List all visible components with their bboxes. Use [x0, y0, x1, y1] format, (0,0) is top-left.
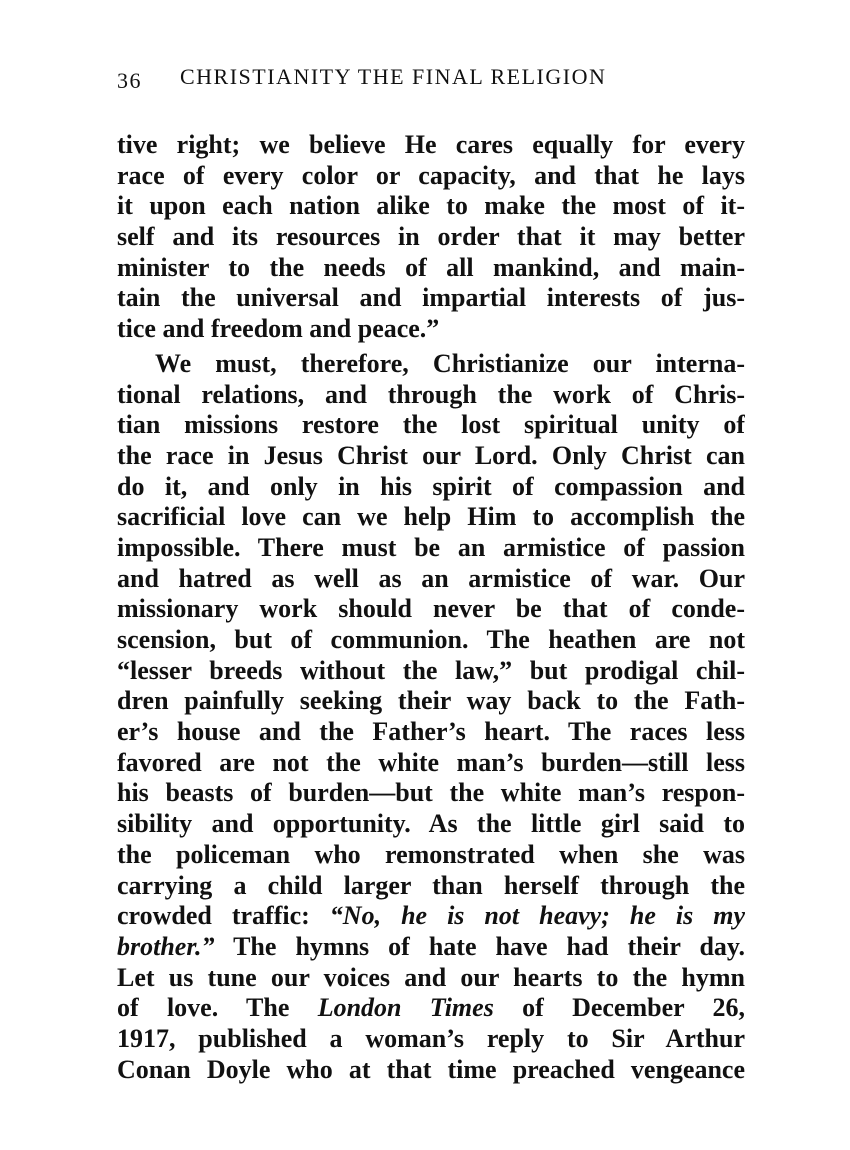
- text-line-brother: [117, 932, 745, 963]
- text-line: missionary work should never be that of conde-: [117, 594, 745, 624]
- text-line: self and its resources in order that it may better: [117, 222, 745, 252]
- text-line: tice and freedom and peace.”: [117, 314, 440, 344]
- text-run: of December 26,: [493, 993, 745, 1023]
- text-line: 1917, published a woman’s reply to Sir Arthur: [117, 1023, 745, 1053]
- text-line: the race in Jesus Christ our Lord. Only Christ can: [117, 440, 745, 470]
- text-line: the policeman who remonstrated when she was: [117, 839, 745, 869]
- text-line: tive right; we believe He cares equally for every: [117, 130, 745, 159]
- running-title: CHRISTIANITY THE FINAL RELIGION: [180, 64, 607, 89]
- text-line-times: [117, 993, 745, 1024]
- italic-newspaper-title: London Times: [317, 993, 494, 1023]
- text-line: do it, and only in his spirit of compassion and: [117, 471, 745, 501]
- italic-quote: “No, he is not heavy; he is my: [329, 901, 745, 931]
- text-line: race of every color or capacity, and that he lays: [117, 160, 745, 190]
- text-line: sibility and opportunity. As the little girl said to: [117, 809, 745, 839]
- text-line: “lesser breeds without the law,” but prodigal chil-: [117, 655, 745, 685]
- text-line: er’s house and the Father’s heart. The races less: [117, 717, 745, 747]
- page-number: 36: [117, 68, 142, 93]
- text-line: and hatred as well as an armistice of war. Our: [117, 563, 745, 593]
- text-line: carrying a child larger than herself through the: [117, 870, 745, 900]
- text-line: tain the universal and impartial interests of jus-: [117, 283, 745, 313]
- text-line: Let us tune our voices and our hearts to the hymn: [117, 962, 745, 992]
- text-line: impossible. There must be an armistice of passion: [117, 532, 745, 562]
- running-head: [117, 64, 737, 100]
- text-run: crowded traffic:: [117, 901, 330, 931]
- text-line: We must, therefore, Christianize our interna-: [155, 348, 745, 378]
- text-line: sacrificial love can we help Him to accomplish the: [117, 502, 745, 532]
- text-line: it upon each nation alike to make the most of it-: [117, 191, 745, 221]
- text-line: favored are not the white man’s burden—still less: [117, 747, 745, 777]
- paragraph-2: [117, 349, 745, 1086]
- italic-quote-end: brother.”: [117, 931, 215, 961]
- text-line-crowded: [117, 901, 745, 932]
- text-line: dren painfully seeking their way back to the Fath-: [117, 686, 745, 716]
- text-run: The hymns of hate have had their day.: [214, 931, 745, 961]
- text-line: tian missions restore the lost spiritual unity of: [117, 410, 745, 440]
- text-line: tional relations, and through the work of Chris-: [117, 379, 745, 409]
- text-line: scension, but of communion. The heathen are not: [117, 625, 745, 654]
- text-run: of love. The: [117, 993, 318, 1023]
- paragraph-1: [117, 130, 745, 345]
- text-line: his beasts of burden—but the white man’s respon-: [117, 778, 745, 808]
- text-line: Conan Doyle who at that time preached vengeance: [117, 1054, 745, 1084]
- body-text: [117, 130, 745, 1085]
- text-line: minister to the needs of all mankind, and main-: [117, 252, 745, 282]
